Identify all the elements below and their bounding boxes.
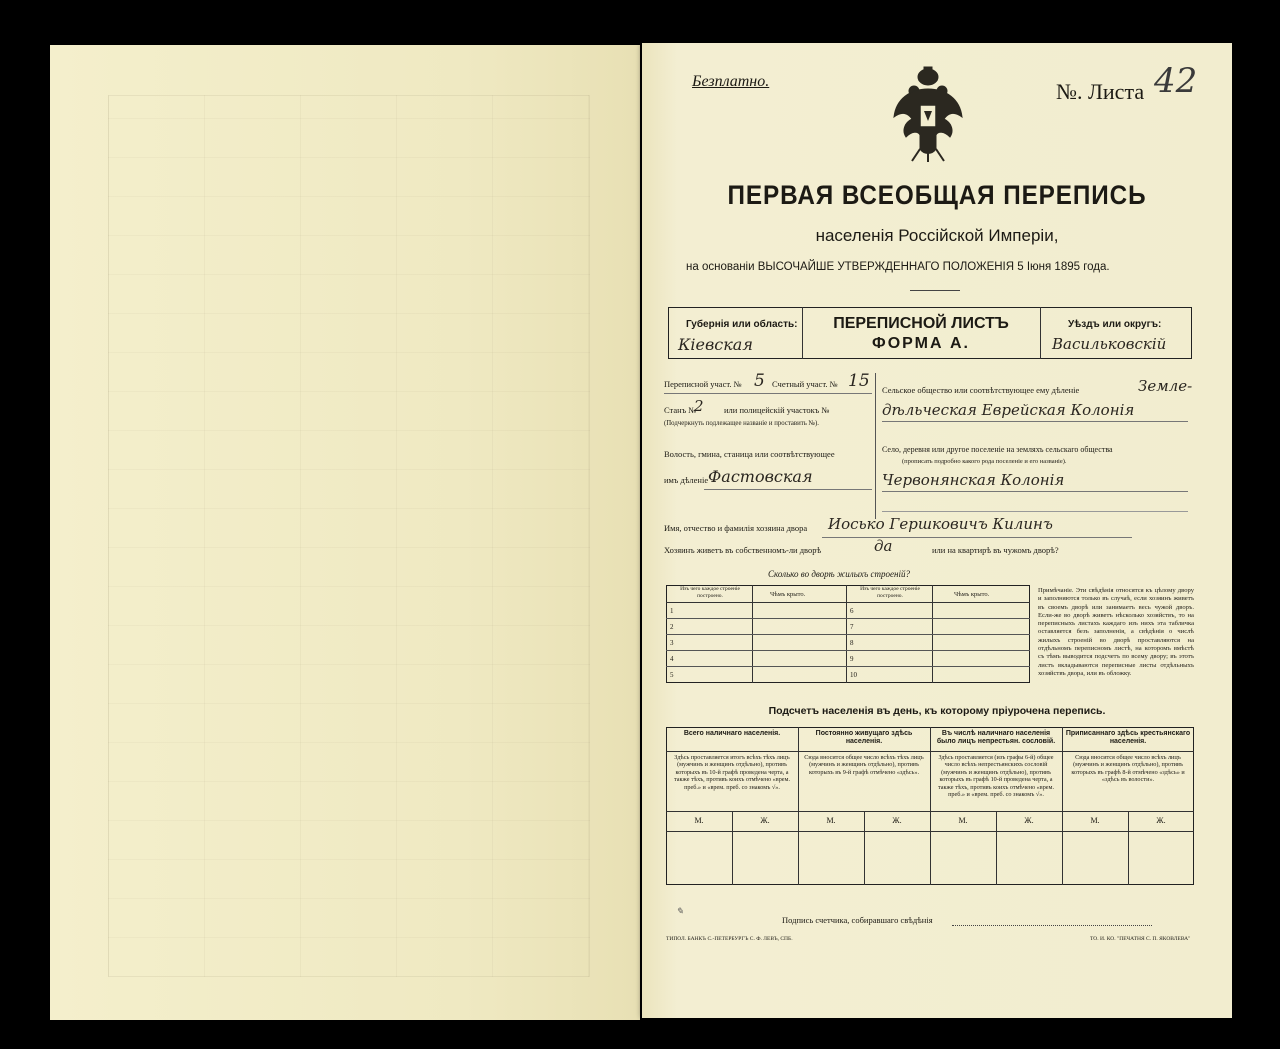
- owner-label: Имя, отчество и фамилія хозяина двора: [664, 523, 808, 533]
- subtitle: населенія Россійской Имперіи,: [815, 226, 1059, 245]
- village-note: (прописать подробно какого рода поселеніе и его названіе).: [902, 458, 1067, 465]
- building-row-number: 4: [670, 655, 674, 663]
- society-value-2: дѣльческая Еврейская Колонія: [882, 401, 1135, 419]
- count-description: Здѣсь проставляется (изъ графы 6-й) общее число всѣхъ непрестьянскихъ сословій (мужчинъ и женщинъ отдѣльно), противъ которыхъ въ графѣ 10-й проведена черта, а также тѣхъ, противъ коихъ отмѣчено «врем. преб.» и «врем. преб. со знакомъ √».: [938, 754, 1054, 799]
- stan-note: (Подчеркнуть подлежащее названіе и проставить №).: [664, 420, 819, 427]
- building-row-number: 1: [670, 607, 674, 615]
- schetny-label: Счетный участ. №: [772, 379, 838, 389]
- village-value: Червонянская Колонія: [882, 471, 1065, 489]
- col-roof-left: Чѣмъ крыто.: [770, 591, 806, 598]
- building-row-number: 8: [850, 639, 854, 647]
- building-row-number: 6: [850, 607, 854, 615]
- basis-line: на основаніи ВЫСОЧАЙШЕ УТВЕРЖДЕННАГО ПОЛОЖЕНІЯ 5 Іюня 1895 года.: [686, 261, 1110, 273]
- left-page: [50, 45, 640, 1020]
- signature-line: [952, 925, 1152, 926]
- sheet-number-value: 42: [1154, 61, 1198, 101]
- police-label: или полицейскій участокъ №: [724, 405, 830, 415]
- schetny-value: 15: [848, 371, 870, 391]
- bleed-through-grid: [108, 95, 590, 977]
- female-column-label: Ж.: [760, 816, 770, 825]
- buildings-label: Сколько во дворѣ жилыхъ строеній?: [768, 569, 910, 579]
- building-row-number: 10: [850, 671, 857, 679]
- society-value-1: Земле-: [1138, 377, 1193, 395]
- count-header: Всего наличнаго населенія.: [683, 730, 781, 737]
- building-row-number: 2: [670, 623, 674, 631]
- building-row-number: 9: [850, 655, 854, 663]
- building-row-number: 5: [670, 671, 674, 679]
- stan-value: 2: [694, 397, 704, 415]
- volost-value: Фастовская: [708, 467, 813, 486]
- male-column-label: М.: [694, 816, 704, 825]
- volost-label: Волость, гмина, станица или соотвѣтствующее: [664, 449, 835, 459]
- male-column-label: М.: [1090, 816, 1100, 825]
- count-title: Подсчетъ населенія въ день, къ которому пріурочена перепись.: [768, 705, 1106, 717]
- sheet-number-label: №. Листа: [1056, 79, 1145, 104]
- male-column-label: М.: [958, 816, 968, 825]
- uchastok-label: Переписной участ. №: [664, 379, 742, 389]
- lives-label-2: или на квартирѣ въ чужомъ дворѣ?: [932, 545, 1059, 555]
- building-row-number: 7: [850, 623, 854, 631]
- female-column-label: Ж.: [1156, 816, 1166, 825]
- village-label: Село, деревня или другое поселеніе на земляхъ сельскаго общества: [882, 445, 1113, 454]
- volost-label-2: имъ дѣленіе: [664, 475, 709, 485]
- signature-label: Подпись счетчика, собиравшаго свѣдѣнія: [782, 915, 933, 925]
- count-header: Приписаннаго здѣсь крестьянскаго населенія.: [1065, 730, 1191, 745]
- page-title: ПЕРВАЯ ВСЕОБЩАЯ ПЕРЕПИСЬ: [727, 180, 1147, 210]
- list-title: ПЕРЕПИСНОЙ ЛИСТЪ: [833, 315, 1009, 332]
- uezd-label: Уѣздъ или округъ:: [1068, 319, 1162, 330]
- count-header: Постоянно живущаго здѣсь населенія.: [815, 730, 913, 745]
- stan-label: Станъ №: [664, 405, 697, 415]
- gubernia-value: Кіевская: [678, 335, 753, 354]
- society-label: Сельское общество или соотвѣтствующее ему дѣленіе: [882, 385, 1080, 395]
- count-header: Въ числѣ наличнаго населенія было лицъ непрестьян. сословій.: [936, 730, 1056, 745]
- owner-value: Иосько Гершковичъ Килинъ: [828, 515, 1053, 533]
- free-label: Безплатно.: [692, 73, 770, 90]
- lives-value: да: [874, 537, 893, 555]
- building-row-number: 3: [670, 639, 674, 647]
- printer-right: ТО. И. КО. "ПЕЧАТНЯ С. П. ЯКОВЛЕВА": [1090, 936, 1191, 942]
- male-column-label: М.: [826, 816, 836, 825]
- pencil-mark: ✎: [676, 907, 684, 917]
- census-form-page: [642, 43, 1232, 1018]
- note-text: Примѣчаніе. Эти свѣдѣнія относятся къ цѣлому двору и заполняются только въ случаѣ, если хозяинъ живетъ въ своемъ дворѣ или занимаетъ весь чужой дворъ. Если-же во дворѣ живетъ нѣсколько хозяйствъ, то на переписныхъ листахъ каждаго изъ нихъ эта табличка оставляется безъ заполненія, а свѣдѣнія о числѣ жилыхъ строеній во дворѣ проставляются на отдѣльномъ переписномъ листѣ, на которомъ вмѣстѣ съ тѣмъ выводится подсчетъ по всему двору; въ этотъ листъ вкладываются переписные листы отдѣльныхъ хозяйствъ двора, или въ обложку.: [1038, 587, 1194, 677]
- printer-left: ТИПОЛ. БАНКЪ С.-ПЕТЕРБУРГЪ С. Ф. ЛЕВЪ, СПБ.: [666, 936, 793, 942]
- count-description: Сюда вносится общее число всѣхъ лицъ (мужчинъ и женщинъ отдѣльно), противъ которыхъ въ графѣ 8-й отмѣчено «здѣсь» и «здѣсь въ волости».: [1071, 754, 1185, 784]
- female-column-label: Ж.: [892, 816, 902, 825]
- form-title: ФОРМА А.: [872, 335, 970, 352]
- col-roof-right: Чѣмъ крыто.: [954, 591, 990, 598]
- count-description: Сюда вносится общее число всѣхъ тѣхъ лицъ (мужчинъ и женщинъ отдѣльно), противъ которыхъ въ 9-й графѣ отмѣчено «здѣсь».: [804, 754, 924, 776]
- female-column-label: Ж.: [1024, 816, 1034, 825]
- col-material-right: Изъ чего каждое строеніе построено.: [860, 586, 920, 599]
- ornament-divider: [910, 290, 960, 291]
- col-material-left: Изъ чего каждое строеніе построено.: [680, 586, 740, 599]
- imperial-eagle-icon: [890, 65, 966, 163]
- lives-label: Хозяинъ живетъ въ собственномъ-ли дворѣ: [664, 545, 822, 555]
- count-description: Здѣсь проставляется итогъ всѣхъ тѣхъ лицъ (мужчинъ и женщинъ отдѣльно), противъ которыхъ въ 10-й графѣ проведена черта, а также тѣхъ, противъ коихъ отмѣчено «врем. преб.» и «врем. преб. со знакомъ √».: [674, 754, 790, 791]
- uezd-value: Васильковскій: [1052, 335, 1167, 353]
- uchastok-value: 5: [754, 371, 765, 391]
- gubernia-label: Губернія или область:: [686, 319, 798, 330]
